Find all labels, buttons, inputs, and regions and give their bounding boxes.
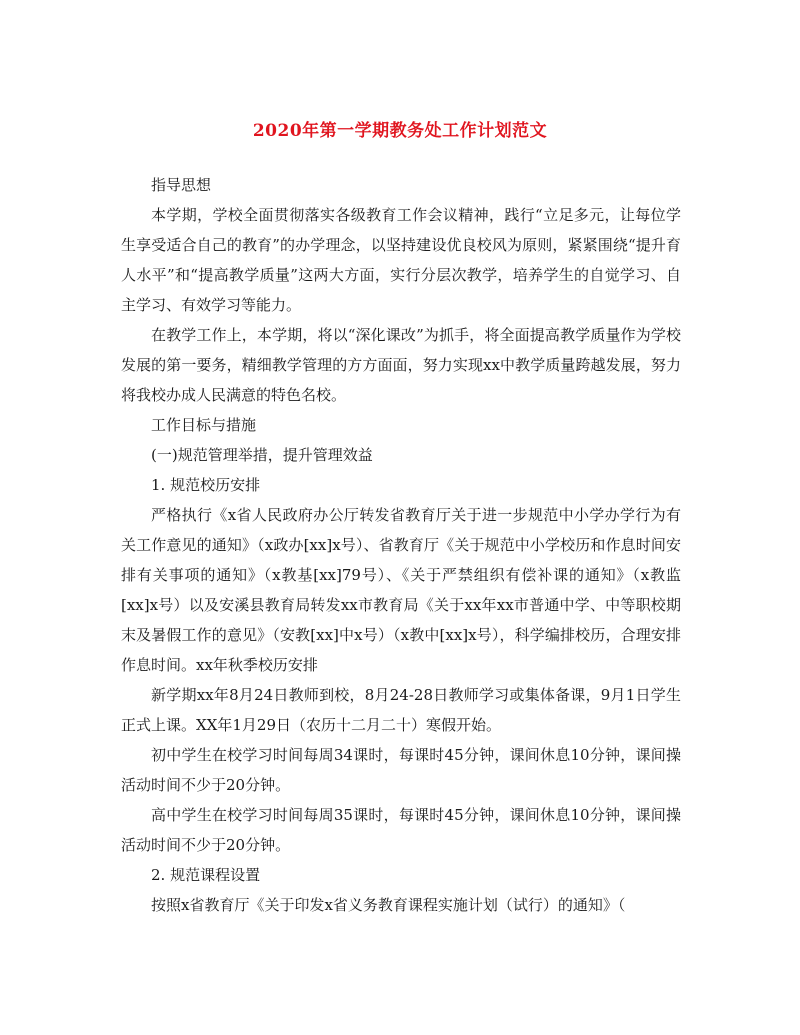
paragraph: 按照x省教育厅《关于印发x省义务教育课程实施计划（试行）的通知》（ [151,896,626,914]
paragraph: 初中学生在校学习时间每周34课时，每课时45分钟，课间休息10分钟，课间操活动时间不少于20分钟。 [121,746,681,794]
subheading: 2. 规范课程设置 [151,866,261,884]
paragraph: 在教学工作上，本学期，将以“深化课改”为抓手，将全面提高教学质量作为学校发展的第一要务，精细教学管理的方方面面，努力实现xx中教学质量跨越发展，努力将我校办成人民满意的特色名校。 [121,326,681,404]
document-title: 2020年第一学期教务处工作计划范文 [252,121,548,141]
section-heading-guiding-thought: 指导思想 [151,176,212,194]
paragraph: 本学期，学校全面贯彻落实各级教育工作会议精神，践行“立足多元，让每位学生享受适合自己的教育”的办学理念，以坚持建设优良校风为原则，紧紧围绕“提升育人水平”和“提高教学质量”这两大方面，实行分层次教学，培养学生的自觉学习、自主学习、有效学习等能力。 [121,206,681,314]
paragraph: 严格执行《x省人民政府办公厅转发省教育厅关于进一步规范中小学办学行为有关工作意见的通知》（x政办[xx]x号）、省教育厅《关于规范中小学校历和作息时间安排有关事项的通知》（x教基[xx]79号）、《关于严禁组织有偿补课的通知》（x教监[xx]x号）以及安溪县教育局转发xx市教育局《关于xx年xx市普通中学、中等职校期末及暑假工作的意见》（安教[xx]中x号）（x教中[xx]x号），科学编排校历，合理安排作息时间。xx年秋季校历安排 [121,506,681,674]
document-body [121,170,681,920]
section-heading-goals: 工作目标与措施 [151,416,257,434]
paragraph: 新学期xx年8月24日教师到校，8月24-28日教师学习或集体备课，9月1日学生正式上课。XX年1月29日（农历十二月二十）寒假开始。 [121,686,681,734]
subheading: 1. 规范校历安排 [151,476,261,494]
paragraph: 高中学生在校学习时间每周35课时，每课时45分钟，课间休息10分钟，课间操活动时间不少于20分钟。 [121,806,681,854]
subheading: (一)规范管理举措，提升管理效益 [151,446,373,464]
